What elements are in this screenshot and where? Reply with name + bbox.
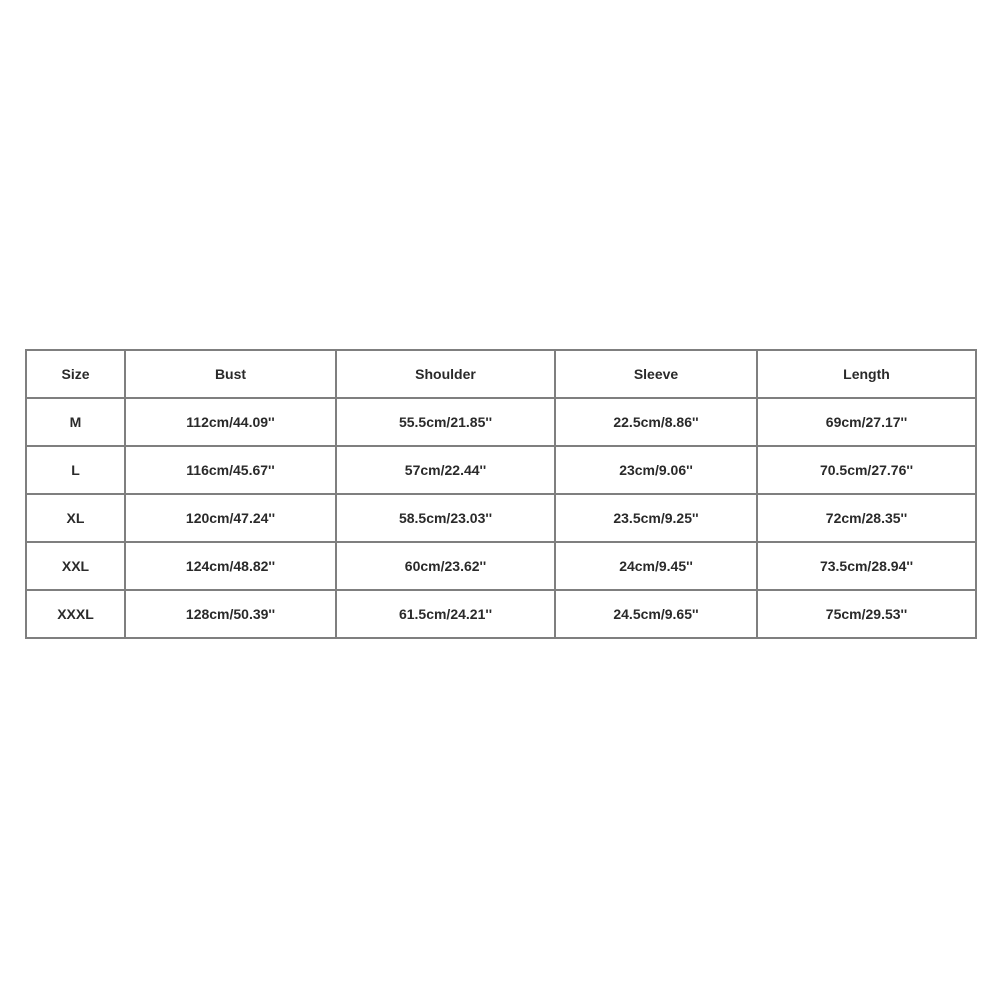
cell-bust: 112cm/44.09'' xyxy=(125,398,336,446)
cell-sleeve: 24.5cm/9.65'' xyxy=(555,590,757,638)
table-row xyxy=(26,494,976,542)
cell-length: 69cm/27.17'' xyxy=(757,398,976,446)
cell-shoulder: 61.5cm/24.21'' xyxy=(336,590,555,638)
cell-length: 70.5cm/27.76'' xyxy=(757,446,976,494)
table-row xyxy=(26,446,976,494)
header-bust: Bust xyxy=(125,350,336,398)
table-row xyxy=(26,398,976,446)
cell-sleeve: 24cm/9.45'' xyxy=(555,542,757,590)
cell-shoulder: 60cm/23.62'' xyxy=(336,542,555,590)
cell-bust: 124cm/48.82'' xyxy=(125,542,336,590)
cell-sleeve: 23cm/9.06'' xyxy=(555,446,757,494)
cell-size: XL xyxy=(26,494,125,542)
cell-bust: 128cm/50.39'' xyxy=(125,590,336,638)
header-shoulder: Shoulder xyxy=(336,350,555,398)
cell-length: 73.5cm/28.94'' xyxy=(757,542,976,590)
header-size: Size xyxy=(26,350,125,398)
cell-sleeve: 23.5cm/9.25'' xyxy=(555,494,757,542)
cell-size: M xyxy=(26,398,125,446)
cell-length: 72cm/28.35'' xyxy=(757,494,976,542)
size-chart-table xyxy=(25,349,977,639)
cell-shoulder: 58.5cm/23.03'' xyxy=(336,494,555,542)
cell-shoulder: 55.5cm/21.85'' xyxy=(336,398,555,446)
cell-length: 75cm/29.53'' xyxy=(757,590,976,638)
cell-bust: 116cm/45.67'' xyxy=(125,446,336,494)
cell-sleeve: 22.5cm/8.86'' xyxy=(555,398,757,446)
header-length: Length xyxy=(757,350,976,398)
cell-size: XXL xyxy=(26,542,125,590)
cell-bust: 120cm/47.24'' xyxy=(125,494,336,542)
cell-size: L xyxy=(26,446,125,494)
cell-shoulder: 57cm/22.44'' xyxy=(336,446,555,494)
table-header-row xyxy=(26,350,976,398)
table-row xyxy=(26,590,976,638)
table-row xyxy=(26,542,976,590)
cell-size: XXXL xyxy=(26,590,125,638)
header-sleeve: Sleeve xyxy=(555,350,757,398)
